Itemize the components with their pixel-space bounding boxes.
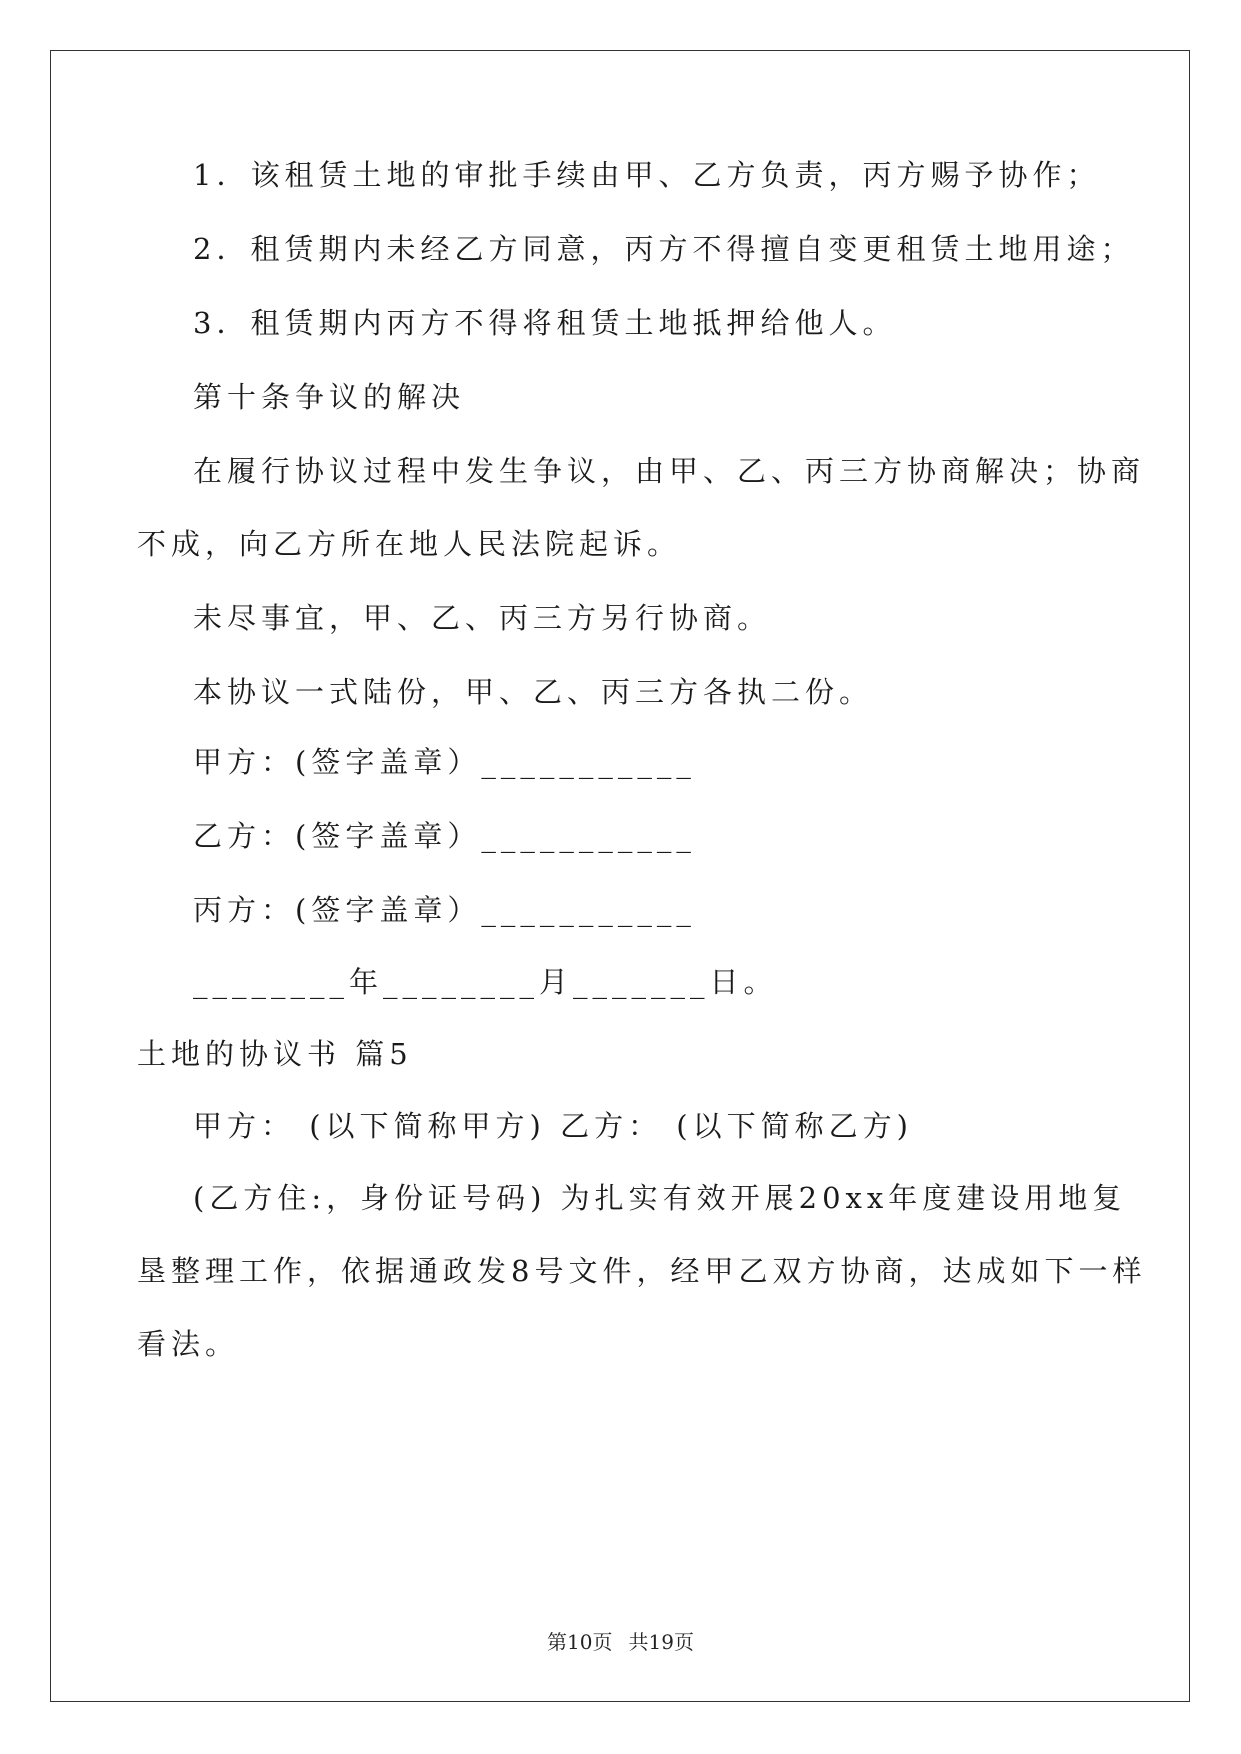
paragraph-intro-line-1: (乙方住:，身份证号码) 为扎实有效开展20xx年度建设用地复 bbox=[193, 1181, 1127, 1215]
clause-item-3: 3．租赁期内丙方不得将租赁土地抵押给他人。 bbox=[193, 306, 897, 340]
page-border bbox=[50, 50, 1190, 1702]
signature-party-b: 乙方：(签字盖章）___________ bbox=[193, 819, 696, 853]
parties-line: 甲方： (以下简称甲方) 乙方： (以下简称乙方) bbox=[193, 1109, 913, 1143]
paragraph-dispute-line-1: 在履行协议过程中发生争议，由甲、乙、丙三方协商解决；协商 bbox=[193, 454, 1146, 488]
page-total: 共19页 bbox=[628, 1630, 694, 1654]
signature-party-a: 甲方：(签字盖章）___________ bbox=[193, 745, 696, 779]
date-line: ________年________月_______日。 bbox=[193, 965, 778, 999]
page-footer bbox=[0, 1626, 1241, 1655]
signature-party-c: 丙方：(签字盖章）___________ bbox=[193, 893, 696, 927]
page-number: 第10页 bbox=[547, 1630, 613, 1654]
clause-item-1: 1．该租赁土地的审批手续由甲、乙方负责，丙方赐予协作； bbox=[193, 158, 1101, 192]
paragraph-intro-line-2: 垦整理工作，依据通政发8号文件，经甲乙双方协商，达成如下一样 bbox=[137, 1254, 1147, 1288]
clause-item-2: 2．租赁期内未经乙方同意，丙方不得擅自变更租赁土地用途； bbox=[193, 232, 1135, 266]
section-heading-dispute: 第十条争议的解决 bbox=[193, 380, 466, 414]
paragraph-intro-line-3: 看法。 bbox=[137, 1327, 240, 1361]
section-title-chapter-5: 土地的协议书 篇5 bbox=[137, 1037, 413, 1071]
paragraph-dispute-line-2: 不成，向乙方所在地人民法院起诉。 bbox=[137, 527, 682, 561]
paragraph-unresolved: 未尽事宜，甲、乙、丙三方另行协商。 bbox=[193, 601, 772, 635]
paragraph-copies: 本协议一式陆份，甲、乙、丙三方各执二份。 bbox=[193, 675, 874, 709]
